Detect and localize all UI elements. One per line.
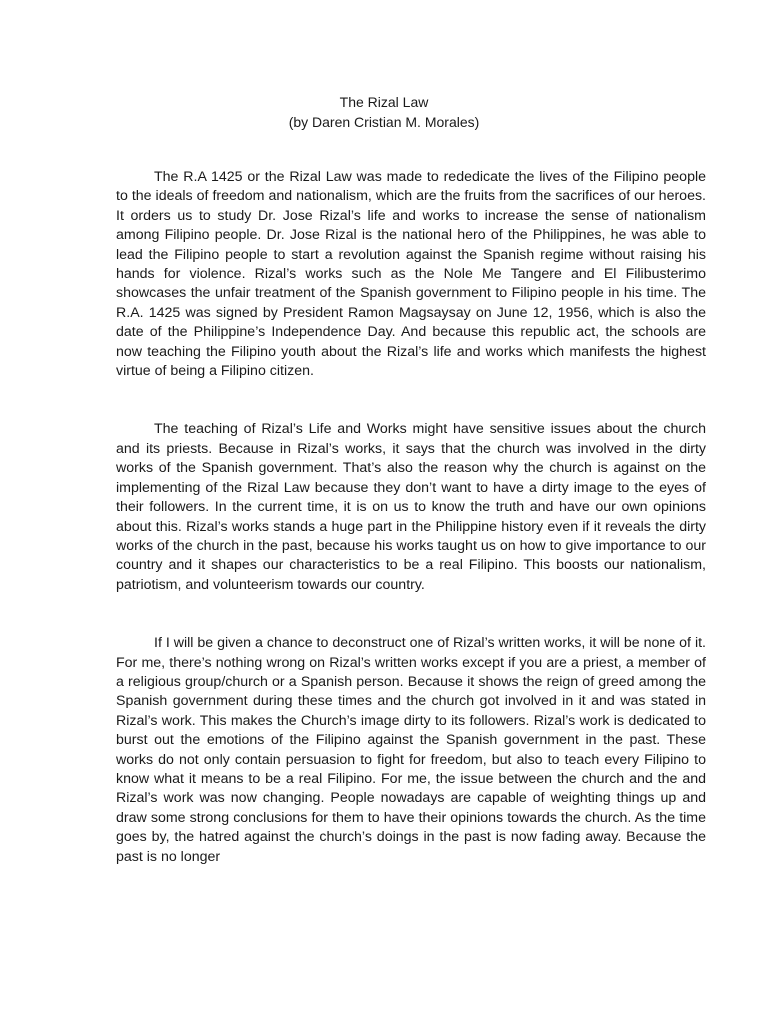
paragraph-2: The teaching of Rizal’s Life and Works might have sensitive issues about the church and its priests. Because in Rizal’s works, it says that the church was involved in the dirty works of the Spanish government. That’s also the reason why the church is against on the implementing of the Rizal Law because they don’t want to have a dirty image to the eyes of their followers. In the current time, it is on us to know the truth and have our own opinions about this. Rizal’s works stands a huge part in the Philippine history even if it reveals the dirty works of the church in the past, because his works taught us on how to give importance to our country and it shapes our characteristics to be a real Filipino. This boosts our nationalism, patriotism, and volunteerism towards our country. <box>116 421 706 593</box>
paragraph-1: The R.A 1425 or the Rizal Law was made to rededicate the lives of the Filipino people to the ideals of freedom and nationalism, which are the fruits from the sacrifices of our heroes. It orders us to study Dr. Jose Rizal’s life and works to increase the sense of nationalism among Filipino people. Dr. Jose Rizal is the national hero of the Philippines, he was able to lead the Filipino people to start a revolution against the Spanish regime without raising his hands for violence. Rizal’s works such as the Nole Me Tangere and El Filibusterimo showcases the unfair treatment of the Spanish government to Filipino people in his time. The R.A. 1425 was signed by President Ramon Magsaysay on June 12, 1956, which is also the date of the Philippine’s Independence Day. And because this republic act, the schools are now teaching the Filipino youth about the Rizal’s life and works which manifests the highest virtue of being a Filipino citizen. <box>116 169 706 380</box>
document-header <box>0 92 768 132</box>
document-title: The Rizal Law <box>339 94 429 110</box>
paragraph-3: If I will be given a chance to deconstruct one of Rizal’s written works, it will be none of it. For me, there’s nothing wrong on Rizal’s written works except if you are a priest, a member of a religious group/church or a Spanish person. Because it shows the reign of greed among the Spanish government during these times and the church got involved in it and was stated in Rizal’s work. This makes the Church’s image dirty to its followers. Rizal’s work is dedicated to burst out the emotions of the Filipino against the Spanish government in the past. These works do not only contain persuasion to fight for freedom, but also to teach every Filipino to know what it means to be a real Filipino. For me, the issue between the church and the and Rizal’s work was now changing. People nowadays are capable of weighting things up and draw some strong conclusions for them to have their opinions towards the church. As the time goes by, the hatred against the church’s doings in the past is now fading away. Because the past is no longer <box>116 635 706 865</box>
document-byline: (by Daren Cristian M. Morales) <box>288 114 480 130</box>
document-body <box>116 168 706 906</box>
